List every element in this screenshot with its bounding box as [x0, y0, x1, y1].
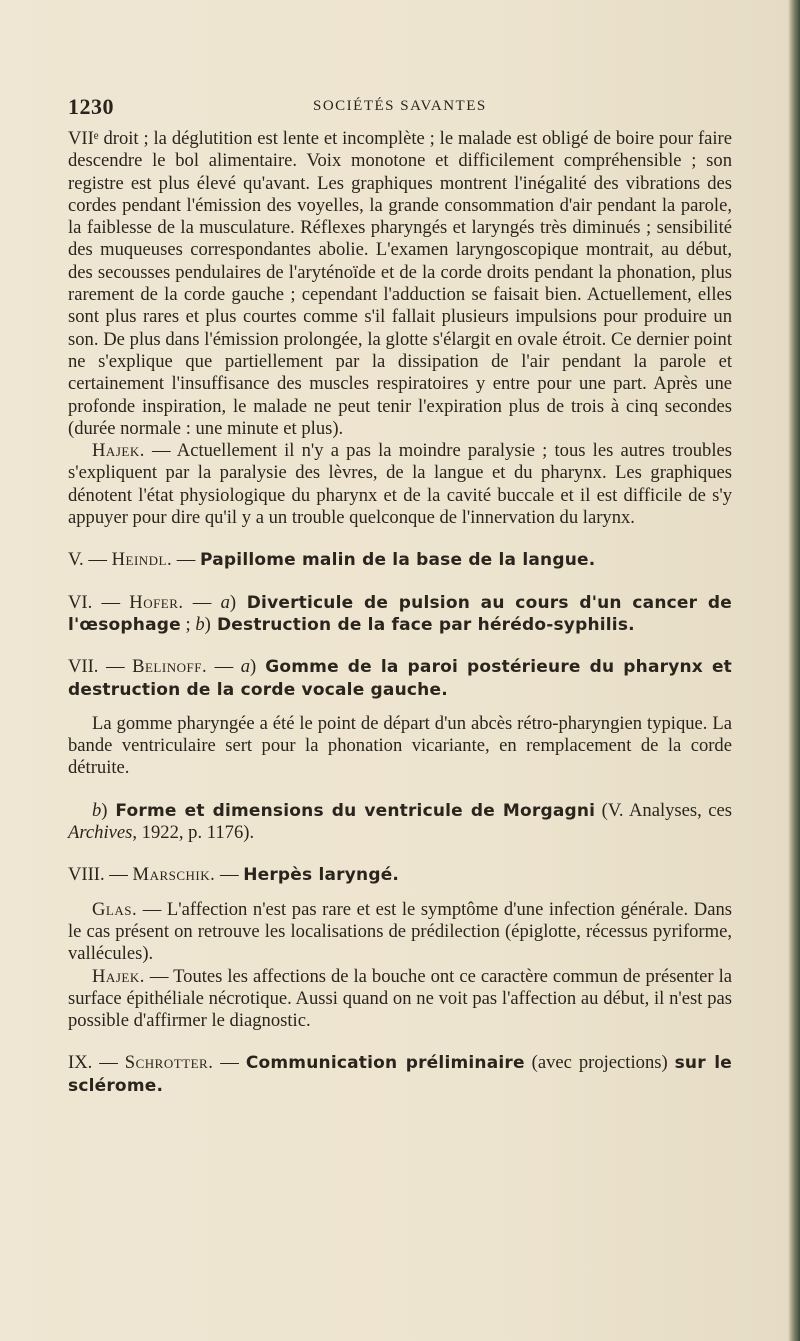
section-dash: — — [207, 656, 241, 678]
section-title-b: Forme et dimensions du ventricule de Morgagni — [107, 800, 596, 821]
speaker-name: Hajek. — [92, 965, 145, 987]
section-ix — [68, 1052, 732, 1097]
paragraph-hajek-comment — [68, 440, 732, 529]
section-title: Papillome malin de la base de la langue. — [200, 550, 596, 571]
page-edge-shadow — [788, 0, 800, 1341]
paragraph-case-description: VIIᵉ droit ; la déglutition est lente et incomplète ; le malade est obligé de boire pour faire descendre le bol alimentaire. Voix monotone et difficilement compréhensible ; son registre est plus élevé qu'avant. Les graphiques montrent l'inégalité des vibrations des cordes pendant l'émission des voyelles, la grande consommation d'air pendant la parole, la faiblesse de la musculature. Réflexes pharyngés et laryngés très diminués ; sensibilité des muqueuses correspondantes abolie. L'examen laryngoscopique montrait, au début, des secousses pendulaires de l'aryténoïde et de la corde droits pendant la phonation, plus rarement de la corde gauche ; cependant l'adduction se faisait bien. Actuellement, elles sont plus rares et plus courtes comme s'il fallait plusieurs impulsions pour produire un son. De plus dans l'émission prolongée, la glotte s'élargit en ovale étroit. Ce dernier point ne s'explique que partiellement par la dissipation de l'air pendant la parole et certainement l'insuffisance des muscles respiratoires y entre pour une part. Après une profonde inspiration, le malade ne peut tenir l'expiration plus de trois à cinq secondes (durée normale : une minute et plus). — [68, 128, 732, 439]
section-number: V. — — [68, 549, 112, 571]
separator: ; — [180, 613, 196, 635]
section-number: VI. — — [68, 591, 130, 613]
page-header — [68, 94, 728, 124]
running-head: SOCIÉTÉS SAVANTES — [313, 98, 487, 114]
section-vii-b: b) Forme et dimensions du ventricule de Morgagni (V. Analyses, ces Archives, 1922, p. 1176). — [68, 799, 732, 844]
section-number: VII. — — [68, 656, 133, 678]
section-number: VIII. — — [68, 864, 133, 886]
section-dash: — — [215, 864, 244, 886]
comment-text: — Actuellement il n'y a pas la moindre paralysie ; tous les autres troubles s'expliquent par la paralysie des lèvres, de la langue et du pharynx. Les graphiques dénotent l'état physiologique du pharynx et de la cavité buccale et il est difficile de s'y appuyer pour dire qu'il y a un trouble quelconque de l'innervation du larynx. — [68, 440, 732, 529]
section-author: Hofer. — [129, 591, 184, 613]
section-vii: VII. — Belinoff. — a) Gomme de la paroi postérieure du pharynx et destruction de la corde vocale gauche. — [68, 656, 732, 700]
section-title-b: Destruction de la face par hérédo-syphilis. — [210, 614, 635, 635]
body-text — [68, 128, 732, 1097]
item-letter-a: a — [220, 591, 230, 613]
section-title: Communication préliminaire — [245, 1053, 525, 1074]
section-author: Heindl. — [111, 549, 173, 571]
reference-text: (V. Analyses, ces — [595, 799, 732, 821]
speaker-name: Hajek. — [92, 440, 145, 462]
section-dash: — — [172, 549, 201, 571]
section-author: Schrotter. — [124, 1052, 214, 1074]
section-dash: — — [183, 591, 221, 613]
page-number: 1230 — [68, 94, 114, 119]
section-note: (avec projections) — [524, 1052, 675, 1074]
section-v — [68, 549, 732, 571]
comment-text: — Toutes les affections de la bouche ont ce caractère commun de présenter la surface épithéliale nécrotique. Aussi quand on ne voit pas l'affection au début, il n'est pas possible d'affirmer le diagnostic. — [68, 965, 732, 1032]
section-author: Marschik. — [132, 864, 216, 886]
section-title-a: Diverticule de pulsion au cours d'un cancer de l'œsophage — [68, 592, 732, 635]
paragraph-glas-comment — [68, 899, 732, 966]
journal-name: Archives — [68, 822, 133, 844]
section-viii — [68, 864, 732, 886]
section-vi: VI. — Hofer. — a) Diverticule de pulsion au cours d'un cancer de l'œsophage ; b) Destruction de la face par hérédo-syphilis. — [68, 591, 732, 635]
section-title-a: Gomme de la paroi postérieure du pharynx et destruction de la corde vocale gauche. — [68, 657, 732, 700]
item-letter-a: a — [240, 656, 251, 678]
item-letter-b: b — [92, 799, 102, 821]
paragraph-gomme: La gomme pharyngée a été le point de départ d'un abcès rétro-pharyngien typique. La bande ventriculaire sert pour la phonation vicariante, en remplacement de la corde détruite. — [68, 712, 732, 779]
section-title: Herpès laryngé. — [243, 865, 400, 886]
reference-text-end: , 1922, p. 1176). — [132, 822, 255, 844]
item-letter-b: b — [195, 613, 205, 635]
section-title-cont: sur le sclérome. — [68, 1053, 732, 1096]
section-number: IX. — — [68, 1052, 125, 1074]
section-author: Belinoff. — [132, 656, 208, 678]
speaker-name: Glas. — [92, 898, 138, 920]
section-dash: — — [213, 1052, 246, 1074]
comment-text: — L'affection n'est pas rare et est le symptôme d'une infection générale. Dans le cas présent on retrouve les localisations de prédilection (épiglotte, récessus pyriforme, vallécules). — [68, 898, 732, 965]
paragraph-hajek-comment-2 — [68, 966, 732, 1033]
